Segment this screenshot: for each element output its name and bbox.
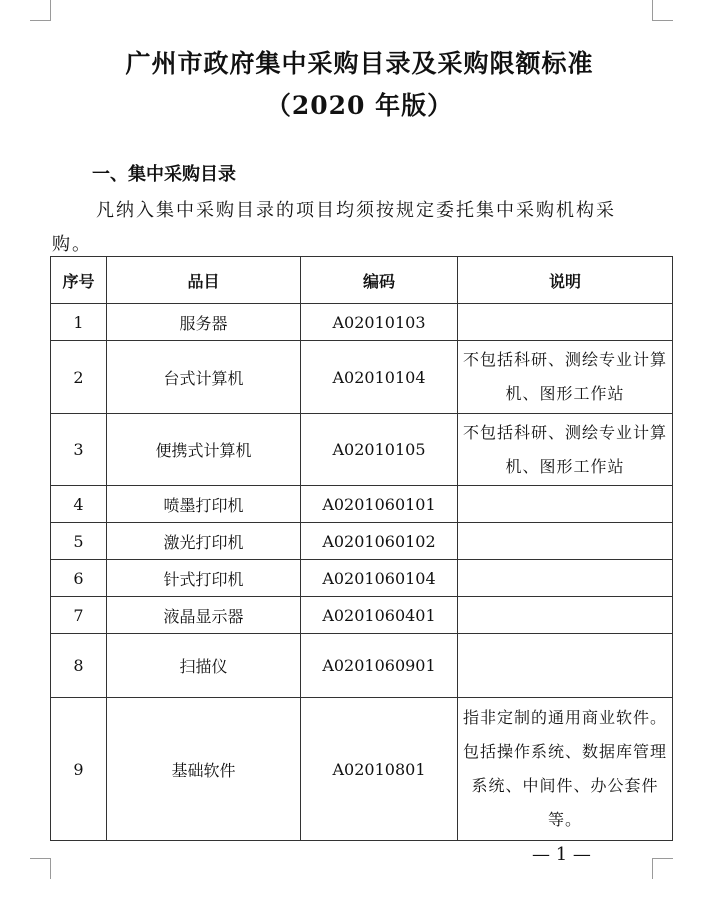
cell-note — [458, 304, 673, 341]
table-row — [51, 414, 673, 486]
cell-item: 扫描仪 — [107, 634, 301, 698]
crop-mark-top-right — [652, 0, 673, 21]
cell-code: A02010104 — [301, 341, 458, 414]
cell-note — [458, 523, 673, 560]
cell-no: 8 — [51, 634, 107, 698]
table-row — [51, 341, 673, 414]
cell-code: A02010103 — [301, 304, 458, 341]
cell-no: 1 — [51, 304, 107, 341]
header-item: 品目 — [107, 257, 301, 304]
cell-item: 液晶显示器 — [107, 597, 301, 634]
header-note: 说明 — [458, 257, 673, 304]
table-row — [51, 698, 673, 841]
section-paragraph: 凡纳入集中采购目录的项目均须按规定委托集中采购机构采购。 — [52, 200, 616, 255]
cell-no: 5 — [51, 523, 107, 560]
page-number: — 1 — — [532, 844, 591, 865]
cell-no: 4 — [51, 486, 107, 523]
cell-no: 2 — [51, 341, 107, 414]
section-heading: 一、集中采购目录 — [92, 164, 236, 185]
cell-item: 服务器 — [107, 304, 301, 341]
cell-note: 不包括科研、测绘专业计算机、图形工作站 — [458, 414, 673, 486]
cell-item: 针式打印机 — [107, 560, 301, 597]
cell-item: 激光打印机 — [107, 523, 301, 560]
crop-mark-top-left — [30, 0, 51, 21]
header-no: 序号 — [51, 257, 107, 304]
cell-note — [458, 597, 673, 634]
cell-code: A02010105 — [301, 414, 458, 486]
cell-no: 3 — [51, 414, 107, 486]
cell-note — [458, 634, 673, 698]
cell-code: A0201060901 — [301, 634, 458, 698]
document-subtitle: （2020 年版） — [265, 91, 454, 120]
table-row — [51, 634, 673, 698]
cell-no: 9 — [51, 698, 107, 841]
cell-item: 喷墨打印机 — [107, 486, 301, 523]
cell-item: 便携式计算机 — [107, 414, 301, 486]
procurement-table — [50, 256, 673, 841]
crop-mark-bottom-right — [652, 858, 673, 879]
crop-mark-bottom-left — [30, 858, 51, 879]
table-header-row — [51, 257, 673, 304]
cell-item: 台式计算机 — [107, 341, 301, 414]
cell-code: A0201060102 — [301, 523, 458, 560]
cell-no: 7 — [51, 597, 107, 634]
table-row — [51, 523, 673, 560]
table-row — [51, 597, 673, 634]
cell-note — [458, 486, 673, 523]
cell-code: A0201060401 — [301, 597, 458, 634]
table-row — [51, 486, 673, 523]
document-title: 广州市政府集中采购目录及采购限额标准 — [125, 49, 594, 78]
cell-code: A0201060101 — [301, 486, 458, 523]
table-row — [51, 560, 673, 597]
cell-code: A02010801 — [301, 698, 458, 841]
cell-item: 基础软件 — [107, 698, 301, 841]
table-row — [51, 304, 673, 341]
header-code: 编码 — [301, 257, 458, 304]
cell-note — [458, 560, 673, 597]
cell-note: 不包括科研、测绘专业计算机、图形工作站 — [458, 341, 673, 414]
cell-code: A0201060104 — [301, 560, 458, 597]
cell-no: 6 — [51, 560, 107, 597]
cell-note: 指非定制的通用商业软件。包括操作系统、数据库管理系统、中间件、办公套件等。 — [458, 698, 673, 841]
